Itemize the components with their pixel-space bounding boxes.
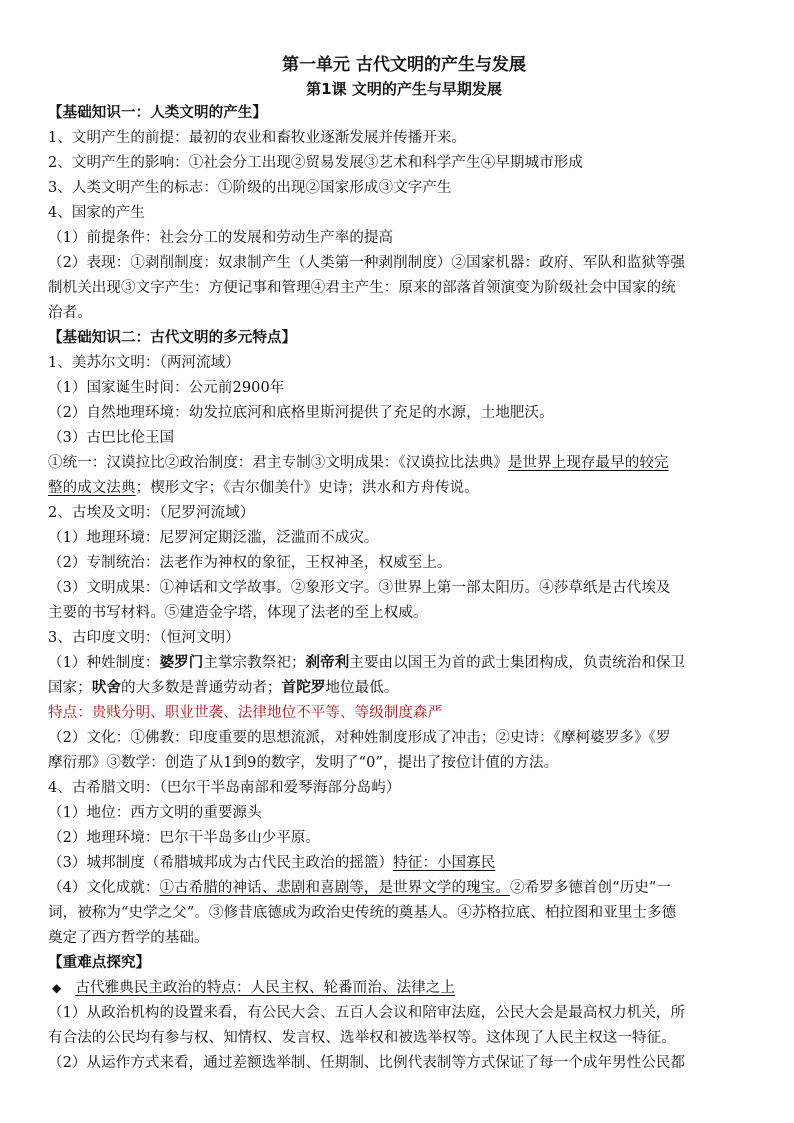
section2-heading: 【基础知识二：古代文明的多元特点】: [48, 330, 297, 346]
paragraph-line: （2）地理环境：巴尔干半岛多山少平原。: [48, 830, 321, 846]
underlined-text: 整的成文法典: [48, 480, 136, 496]
paragraph-line: [48, 876, 760, 900]
paragraph-line: （2）自然地理环境：幼发拉底河和底格里斯河提供了充足的水源，土地肥沃。: [48, 405, 554, 421]
underlined-text: ①古希腊的神话、悲剧和喜剧等，是世界文学的瑰宝。: [159, 880, 510, 896]
paragraph-line: 有合法的公民均有参与权、知情权、发言权、选举权和被选举权等。这体现了人民主权这一特征。: [48, 1030, 676, 1046]
section1-heading: 【基础知识一：人类文明的产生】: [48, 105, 267, 121]
paragraph-line: 3、人类文明产生的标志：①阶级的出现②国家形成③文字产生: [48, 180, 452, 196]
paragraph-line: （2）表现：①剥削制度：奴隶制产生（人类第一种剥削制度）②国家机器：政府、军队和监狱等强: [48, 255, 686, 271]
text-span: ①统一：汉谟拉比②政治制度：君主专制③文明成果：《汉谟拉比法典》: [48, 455, 508, 471]
highlight-line: 特点：贵贱分明、职业世袭、法律地位不平等、等级制度森严: [48, 705, 443, 721]
underlined-text: 古代雅典民主政治的特点：人民主权、轮番而治、法律之上: [75, 980, 455, 996]
section3-heading: 【重难点探究】: [48, 955, 151, 971]
paragraph-line: [48, 476, 760, 500]
diamond-bullet-icon: ◆: [52, 981, 62, 995]
paragraph-line: （2）文化：①佛教：印度重要的思想流派，对种姓制度形成了冲击；②史诗：《摩柯婆罗多》《罗: [48, 730, 671, 746]
paragraph-line: [48, 676, 760, 700]
text-span: 主掌宗教祭祀；: [203, 655, 306, 671]
bold-term: 刹帝利: [305, 654, 350, 671]
text-span: 国家；: [48, 680, 92, 696]
paragraph-line: 奠定了西方哲学的基础。: [48, 930, 209, 946]
paragraph-line: （1）地位：西方文明的重要源头: [48, 805, 262, 821]
paragraph-line: 制机关出现③文字产生：方便记事和管理④君主产生：原来的部落首领演变为阶级社会中国家的统: [48, 280, 676, 296]
text-span: （1）种姓制度：: [48, 655, 160, 671]
lesson-title: 第1课 文明的产生与早期发展: [306, 80, 502, 98]
key-point-line: [48, 976, 760, 1000]
paragraph-line: [48, 851, 760, 875]
paragraph-line: 2、古埃及文明：（尼罗河流域）: [48, 505, 255, 521]
paragraph-line: [48, 651, 760, 675]
paragraph-line: （3）文明成果：①神话和文学故事。②象形文字。③世界上第一部太阳历。④莎草纸是古代埃及: [48, 580, 671, 596]
underlined-text: 特征：小国寡民: [393, 855, 496, 871]
paragraph-line: （1）从政治机构的设置来看，有公民大会、五百人会议和陪审法庭，公民大会是最高权力机关，所: [48, 1005, 686, 1021]
paragraph-line: 摩衍那》③数学：创造了从1到9的数字，发明了“0”，提出了按位计值的方法。: [48, 755, 559, 771]
paragraph-line: 1、美苏尔文明：（两河流域）: [48, 355, 240, 371]
bold-term: 婆罗门: [159, 654, 204, 671]
bold-term: 吠舍: [91, 679, 122, 696]
paragraph-line: 3、古印度文明：（恒河文明）: [48, 630, 240, 646]
text-span: 地位最低。: [325, 680, 399, 696]
paragraph-line: （3）古巴比伦王国: [48, 430, 175, 446]
paragraph-line: 4、古希腊文明：（巴尔干半岛南部和爱琴海部分岛屿）: [48, 780, 401, 796]
paragraph-line: [48, 451, 760, 475]
paragraph-line: 4、国家的产生: [48, 205, 145, 221]
text-span: （4）文化成就：: [48, 880, 160, 896]
paragraph-line: （2）从运作方式来看，通过差额选举制、任期制、比例代表制等方式保证了每一个成年男性公民都: [48, 1055, 686, 1071]
paragraph-line: （1）地理环境：尼罗河定期泛滥，泛滥而不成灾。: [48, 530, 379, 546]
underlined-text: 是世界上现存最早的较完: [507, 455, 669, 471]
paragraph-line: 治者。: [48, 305, 92, 321]
paragraph-line: 词，被称为“史学之父”。③修昔底德成为政治史传统的奠基人。④苏格拉底、柏拉图和亚里士多德: [48, 905, 677, 921]
paragraph-line: （2）专制统治：法老作为神权的象征，王权神圣，权威至上。: [48, 555, 452, 571]
paragraph-line: （1）前提条件：社会分工的发展和劳动生产率的提高: [48, 230, 394, 246]
bold-term: 首陀罗: [281, 679, 326, 696]
paragraph-line: 1、文明产生的前提：最初的农业和畜牧业逐渐发展并传播开来。: [48, 130, 467, 146]
paragraph-line: 主要的书写材料。⑤建造金字塔，体现了法老的至上权威。: [48, 605, 428, 621]
text-span: ；楔形文字；《吉尔伽美什》史诗；洪水和方舟传说。: [135, 480, 479, 496]
text-span: ②希罗多德首创“历史”一: [509, 880, 671, 896]
paragraph-line: （1）国家诞生时间：公元前2900年: [48, 380, 285, 396]
unit-title: 第一单元 古代文明的产生与发展: [282, 55, 526, 75]
text-span: （3）城邦制度（希腊城邦成为古代民主政治的摇篮）: [48, 855, 394, 871]
text-span: 主要由以国王为首的武士集团构成，负责统治和保卫: [349, 655, 686, 671]
paragraph-line: 2、文明产生的影响：①社会分工出现②贸易发展③艺术和科学产生④早期城市形成: [48, 155, 583, 171]
text-span: 的大多数是普通劳动者；: [121, 680, 282, 696]
